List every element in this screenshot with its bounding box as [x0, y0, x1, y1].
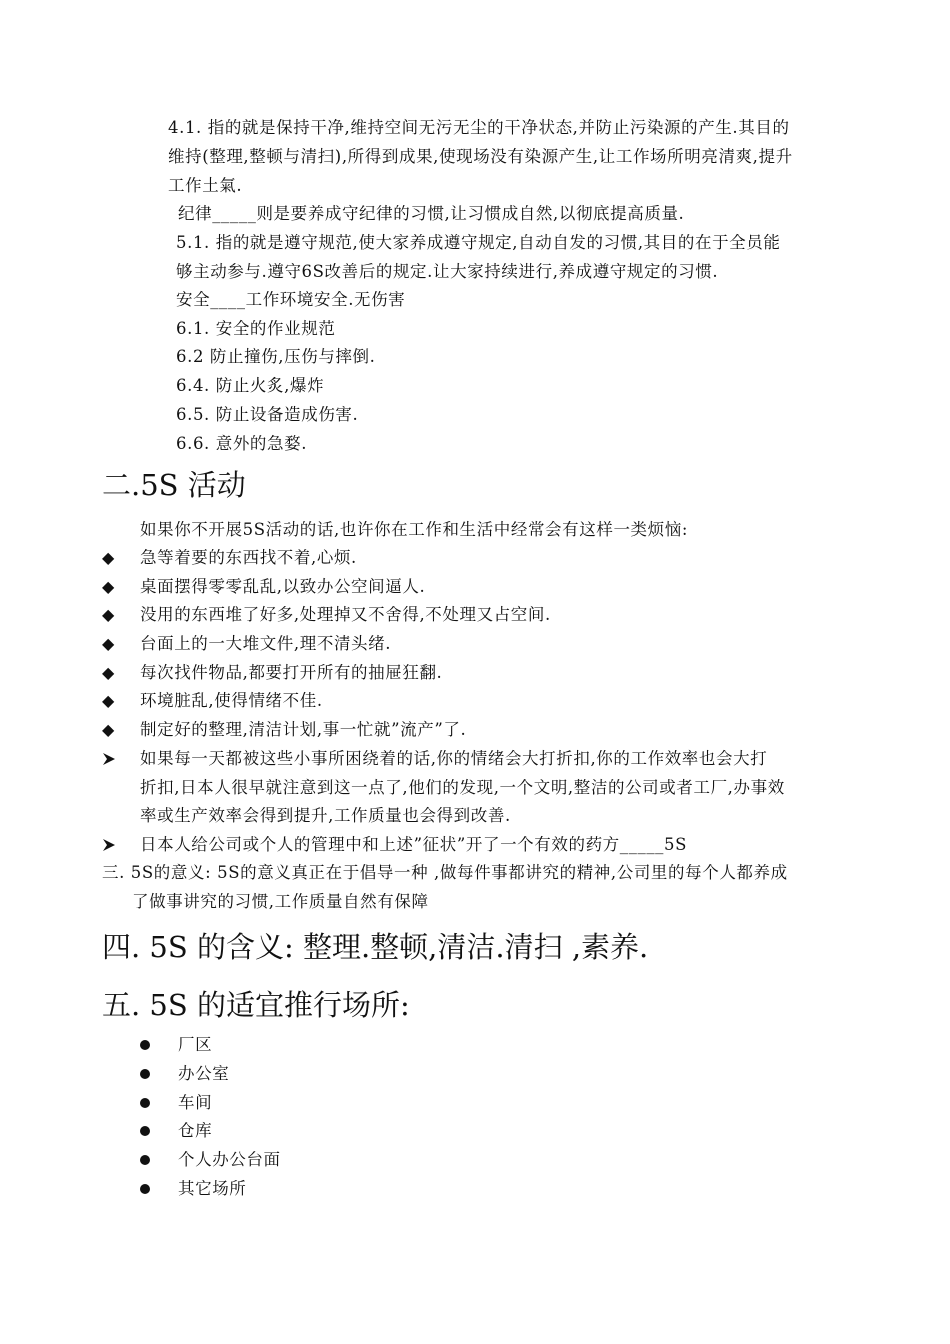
bullet-item: 急等着要的东西找不着,心烦. [140, 548, 357, 567]
diamond-bullet-icon: ◆ [102, 577, 115, 596]
diamond-bullet-icon: ◆ [102, 605, 115, 624]
safety-item: 6.4. 防止火炙,爆炸 [176, 376, 325, 395]
circle-bullet-icon [140, 1040, 150, 1050]
safety-title: 安全____工作环境安全.无伤害 [176, 290, 406, 309]
arrowhead-right-icon [102, 752, 116, 766]
paragraph-line: 率或生产效率会得到提升,工作质量也会得到改善. [140, 806, 511, 825]
discipline-title: 纪律_____则是要养成守纪律的习惯,让习惯成自然,以彻底提高质量. [178, 204, 685, 223]
diamond-bullet-icon: ◆ [102, 691, 115, 710]
bullet-item: 环境脏乱,使得情绪不佳. [140, 691, 323, 710]
place-item: 办公室 [178, 1064, 230, 1083]
safety-item: 6.6. 意外的急婺. [176, 434, 308, 453]
paragraph-line: 4.1. 指的就是保持干净,维持空间无污无尘的干净状态,并防止污染源的产生.其目的 [168, 118, 790, 137]
paragraph-line: 了做事讲究的习惯,工作质量自然有保障 [132, 892, 429, 911]
section-intro: 如果你不开展5S活动的话,也许你在工作和生活中经常会有这样一类烦恼: [140, 520, 689, 539]
paragraph-line: 如果每一天都被这些小事所困绕着的话,你的情绪会大打折扣,你的工作效率也会大打 [140, 749, 768, 768]
bullet-item: 每次找件物品,都要打开所有的抽屉狂翻. [140, 663, 443, 682]
paragraph-line: 工作土氣. [168, 176, 243, 195]
diamond-bullet-icon: ◆ [102, 720, 115, 739]
place-item: 个人办公台面 [178, 1150, 281, 1169]
place-item: 其它场所 [178, 1179, 247, 1198]
arrowhead-right-icon [102, 838, 116, 852]
paragraph-line: 维持(整理,整顿与清扫),所得到成果,使现场没有染源产生,让工作场所明亮清爽,提升 [168, 147, 793, 166]
diamond-bullet-icon: ◆ [102, 548, 115, 567]
place-item: 车间 [178, 1093, 213, 1112]
paragraph-line: 三. 5S的意义: 5S的意义真正在于倡导一种 ,做每件事都讲究的精神,公司里的每个人都养成 [102, 863, 788, 882]
paragraph-line: 日本人给公司或个人的管理中和上述”征状”开了一个有效的药方_____5S [140, 835, 688, 854]
section-heading: 二.5S 活动 [102, 468, 246, 502]
place-item: 仓库 [178, 1121, 213, 1140]
safety-item: 6.5. 防止设备造成伤害. [176, 405, 359, 424]
circle-bullet-icon [140, 1155, 150, 1165]
safety-item: 6.1. 安全的作业规范 [176, 319, 336, 338]
circle-bullet-icon [140, 1098, 150, 1108]
section-heading: 五. 5S 的适宜推行场所: [102, 988, 410, 1022]
circle-bullet-icon [140, 1184, 150, 1194]
paragraph-line: 折扣,日本人很早就注意到这一点了,他们的发现,一个文明,整洁的公司或者工厂,办事效 [140, 778, 785, 797]
diamond-bullet-icon: ◆ [102, 663, 115, 682]
bullet-item: 桌面摆得零零乱乱,以致办公空间逼人. [140, 577, 426, 596]
paragraph-line: 够主动参与.遵守6S改善后的规定.让大家持续进行,养成遵守规定的习惯. [176, 262, 719, 281]
section-heading: 四. 5S 的含义: 整理.整顿,清洁.清扫 ,素养. [102, 930, 649, 964]
place-item: 厂区 [178, 1035, 213, 1054]
circle-bullet-icon [140, 1069, 150, 1079]
bullet-item: 台面上的一大堆文件,理不清头绪. [140, 634, 392, 653]
safety-item: 6.2 防止撞伤,压伤与摔倒. [176, 347, 376, 366]
diamond-bullet-icon: ◆ [102, 634, 115, 653]
bullet-item: 没用的东西堆了好多,处理掉又不舍得,不处理又占空间. [140, 605, 551, 624]
bullet-item: 制定好的整理,清洁计划,事一忙就”流产”了. [140, 720, 467, 739]
paragraph-line: 5.1. 指的就是遵守规范,使大家养成遵守规定,自动自发的习惯,其目的在于全员能 [176, 233, 781, 252]
circle-bullet-icon [140, 1126, 150, 1136]
